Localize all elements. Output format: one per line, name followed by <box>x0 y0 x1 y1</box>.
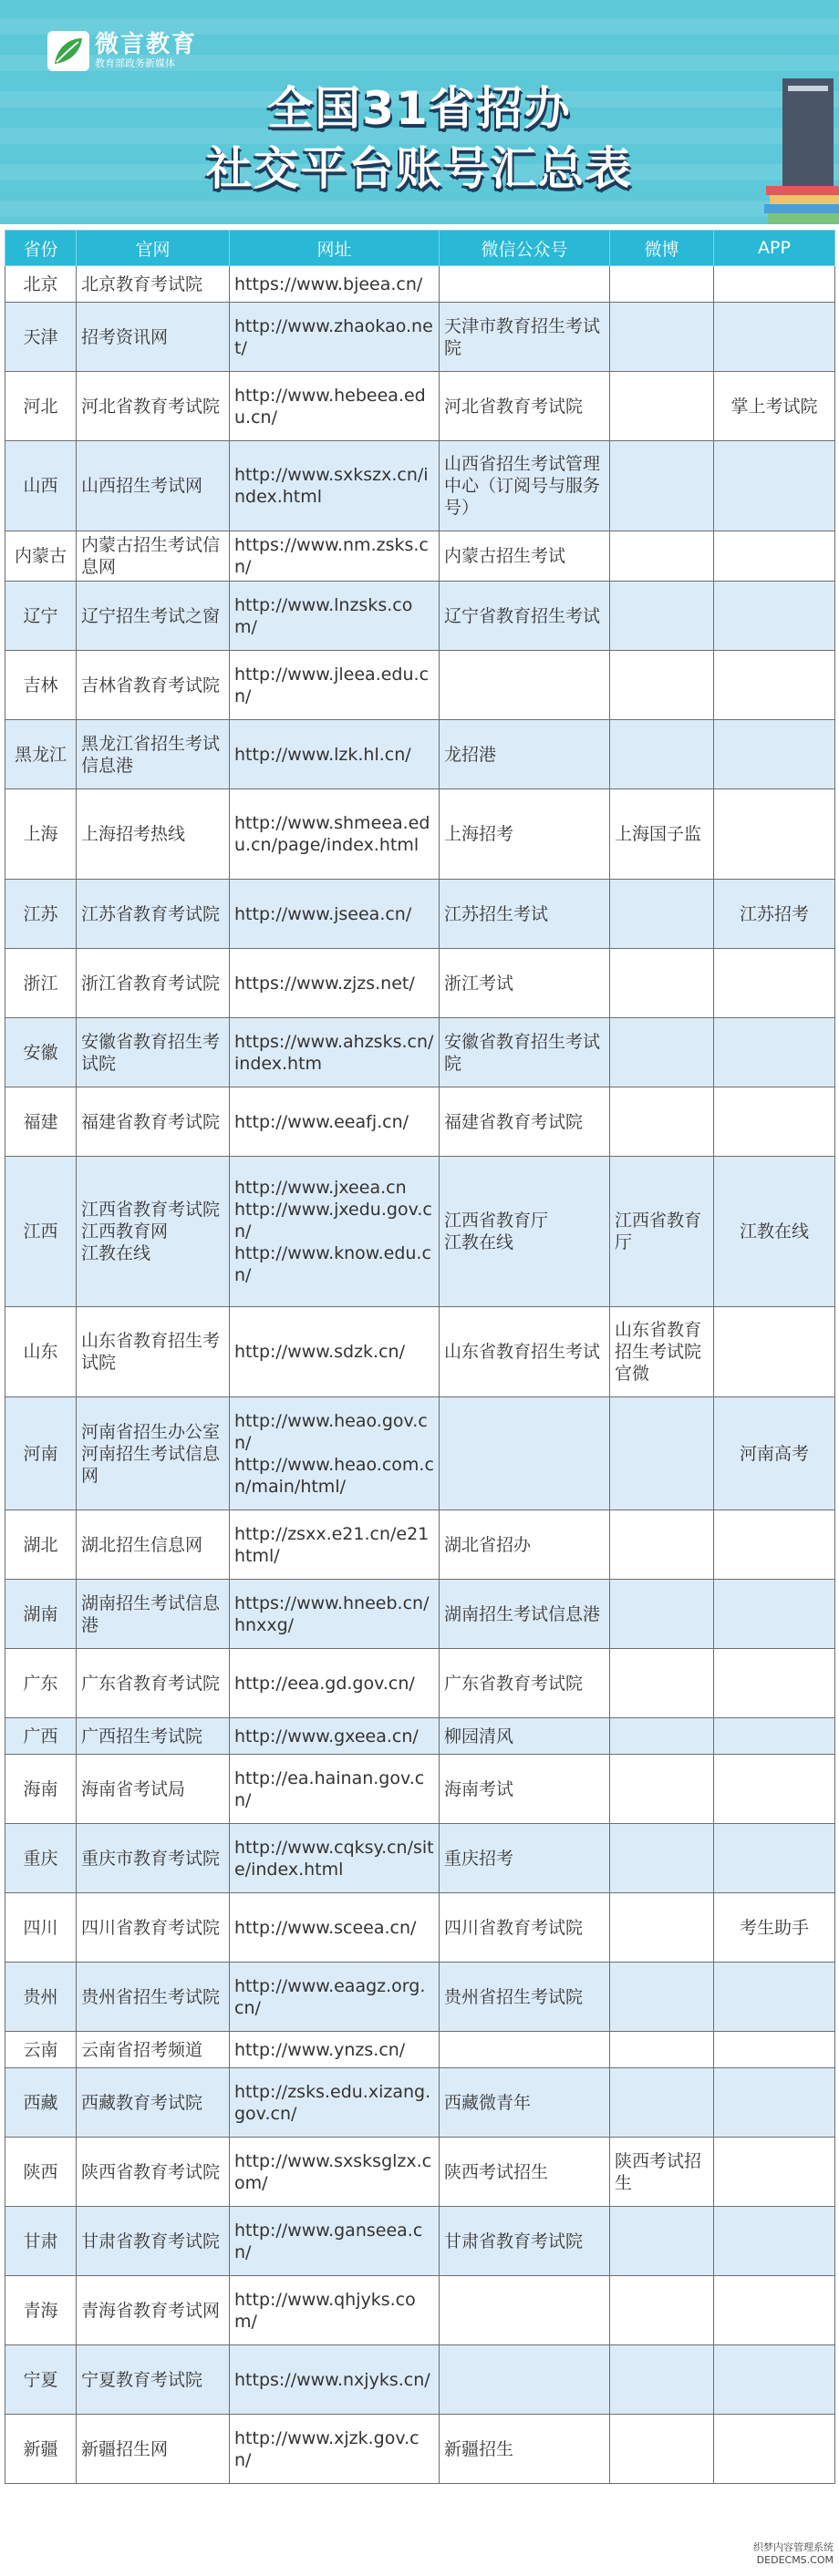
cell-app <box>714 1755 835 1824</box>
cell-weibo <box>610 372 714 441</box>
table-row <box>5 880 835 949</box>
cell-url: http://zsxx.e21.cn/e21html/ <box>230 1510 440 1580</box>
table-row <box>5 1307 835 1397</box>
cell-url: http://www.eaagz.org.cn/ <box>230 1963 440 2032</box>
table-row <box>5 531 835 582</box>
cell-url: http://www.lnzsks.com/ <box>230 582 440 651</box>
cell-province: 西藏 <box>5 2068 77 2138</box>
cell-app <box>714 720 835 789</box>
table-row <box>5 2276 835 2345</box>
cell-url: http://www.sceea.cn/ <box>230 1893 440 1963</box>
cell-wechat <box>440 266 610 303</box>
cell-website-name: 甘肃省教育考试院 <box>77 2207 230 2276</box>
cell-url: https://www.nxjyks.cn/ <box>230 2345 440 2415</box>
cell-province: 江苏 <box>5 880 77 949</box>
cell-app <box>714 1963 835 2032</box>
cell-weibo <box>610 582 714 651</box>
table-row <box>5 2345 835 2415</box>
cell-weibo <box>610 1893 714 1963</box>
table-row <box>5 1718 835 1755</box>
cell-wechat: 海南考试 <box>440 1755 610 1824</box>
cell-app <box>714 441 835 531</box>
header-banner <box>0 0 839 224</box>
cell-url: http://www.heao.gov.cn/ http://www.heao.com.cn/main/html/ <box>230 1397 440 1510</box>
cell-weibo <box>610 303 714 372</box>
cell-province: 安徽 <box>5 1018 77 1087</box>
cell-url: http://www.gxeea.cn/ <box>230 1718 440 1755</box>
cell-weibo <box>610 651 714 720</box>
cell-url: http://ea.hainan.gov.cn/ <box>230 1755 440 1824</box>
cell-website-name: 山西招生考试网 <box>77 441 230 531</box>
table-row <box>5 1649 835 1718</box>
cell-weibo <box>610 1580 714 1649</box>
cell-website-name: 云南省招考频道 <box>77 2032 230 2068</box>
cell-website-name: 新疆招生网 <box>77 2415 230 2484</box>
cell-wechat: 浙江考试 <box>440 949 610 1018</box>
cell-app: 江教在线 <box>714 1157 835 1307</box>
cell-app <box>714 1649 835 1718</box>
cell-app <box>714 531 835 582</box>
cell-weibo <box>610 1649 714 1718</box>
books-illustration <box>748 69 839 224</box>
cell-wechat: 天津市教育招生考试院 <box>440 303 610 372</box>
cell-weibo <box>610 441 714 531</box>
cell-province: 辽宁 <box>5 582 77 651</box>
cell-weibo <box>610 2345 714 2415</box>
cell-wechat: 西藏微青年 <box>440 2068 610 2138</box>
cell-weibo <box>610 266 714 303</box>
cell-weibo <box>610 949 714 1018</box>
table-row <box>5 651 835 720</box>
table-row <box>5 720 835 789</box>
page-title <box>0 78 839 199</box>
cell-weibo <box>610 2276 714 2345</box>
cell-url: https://www.bjeea.cn/ <box>230 266 440 303</box>
cell-app <box>714 651 835 720</box>
cell-website-name: 贵州省招生考试院 <box>77 1963 230 2032</box>
cell-app <box>714 2276 835 2345</box>
cell-url: http://zsks.edu.xizang.gov.cn/ <box>230 2068 440 2138</box>
cell-website-name: 广西招生考试院 <box>77 1718 230 1755</box>
cell-url: http://www.zhaokao.net/ <box>230 303 440 372</box>
cell-province: 广东 <box>5 1649 77 1718</box>
cell-app <box>714 2415 835 2484</box>
cell-app <box>714 949 835 1018</box>
cell-wechat: 柳园清风 <box>440 1718 610 1755</box>
brand-logo <box>47 31 221 71</box>
cell-website-name: 河南省招生办公室 河南招生考试信息网 <box>77 1397 230 1510</box>
table-row <box>5 1963 835 2032</box>
cell-app: 河南高考 <box>714 1397 835 1510</box>
cell-wechat: 湖北省招办 <box>440 1510 610 1580</box>
watermark-line-2: DEDECMS.COM <box>756 2554 834 2566</box>
cell-weibo: 陕西考试招生 <box>610 2138 714 2207</box>
cell-wechat: 四川省教育考试院 <box>440 1893 610 1963</box>
cell-url: http://www.eeafj.cn/ <box>230 1087 440 1157</box>
cell-website-name: 辽宁招生考试之窗 <box>77 582 230 651</box>
table-row <box>5 1018 835 1087</box>
cell-wechat: 甘肃省教育考试院 <box>440 2207 610 2276</box>
cell-url: https://www.nm.zsks.cn/ <box>230 531 440 582</box>
cell-province: 贵州 <box>5 1963 77 2032</box>
cell-website-name: 西藏教育考试院 <box>77 2068 230 2138</box>
cell-wechat: 内蒙古招生考试 <box>440 531 610 582</box>
cell-wechat: 贵州省招生考试院 <box>440 1963 610 2032</box>
table-row <box>5 582 835 651</box>
cell-weibo <box>610 2415 714 2484</box>
cell-wechat <box>440 2345 610 2415</box>
logo-subtitle: 教育部政务新媒体 <box>95 57 175 69</box>
cell-weibo <box>610 2032 714 2068</box>
cell-province: 上海 <box>5 789 77 880</box>
cell-province: 天津 <box>5 303 77 372</box>
cell-weibo <box>610 1755 714 1824</box>
cell-app <box>714 789 835 880</box>
cell-app <box>714 1018 835 1087</box>
table-row <box>5 1157 835 1307</box>
table-row <box>5 2415 835 2484</box>
cell-app <box>714 2068 835 2138</box>
cell-website-name: 安徽省教育招生考试院 <box>77 1018 230 1087</box>
cell-wechat: 山东省教育招生考试 <box>440 1307 610 1397</box>
cell-wechat: 福建省教育考试院 <box>440 1087 610 1157</box>
table-row <box>5 949 835 1018</box>
cell-province: 湖北 <box>5 1510 77 1580</box>
cell-wechat: 湖南招生考试信息港 <box>440 1580 610 1649</box>
cell-province: 四川 <box>5 1893 77 1963</box>
table-row <box>5 303 835 372</box>
table-row <box>5 2207 835 2276</box>
cell-url: http://www.ynzs.cn/ <box>230 2032 440 2068</box>
cell-province: 湖南 <box>5 1580 77 1649</box>
logo-name: 微言教育 <box>95 31 198 58</box>
cell-website-name: 海南省考试局 <box>77 1755 230 1824</box>
cell-province: 内蒙古 <box>5 531 77 582</box>
leaf-icon <box>47 31 89 71</box>
recruitment-accounts-table <box>5 230 835 2484</box>
cell-weibo <box>610 1824 714 1893</box>
table-row <box>5 266 835 303</box>
cell-app <box>714 1718 835 1755</box>
cell-website-name: 四川省教育考试院 <box>77 1893 230 1963</box>
cell-app: 掌上考试院 <box>714 372 835 441</box>
cell-app <box>714 2207 835 2276</box>
cell-website-name: 山东省教育招生考试院 <box>77 1307 230 1397</box>
cell-wechat <box>440 1397 610 1510</box>
title-line-1: 全国31省招办 <box>267 82 572 135</box>
cell-province: 浙江 <box>5 949 77 1018</box>
banner-stripe <box>0 201 839 217</box>
cell-weibo <box>610 880 714 949</box>
cell-website-name: 陕西省教育考试院 <box>77 2138 230 2207</box>
cell-weibo <box>610 720 714 789</box>
cell-website-name: 江西省教育考试院 江西教育网 江教在线 <box>77 1157 230 1307</box>
cell-weibo <box>610 2068 714 2138</box>
table-row <box>5 2138 835 2207</box>
cell-website-name: 青海省教育考试网 <box>77 2276 230 2345</box>
cell-url: http://www.jxeea.cn http://www.jxedu.gov.cn/ http://www.know.edu.cn/ <box>230 1157 440 1307</box>
cell-weibo <box>610 531 714 582</box>
cell-province: 宁夏 <box>5 2345 77 2415</box>
cell-wechat: 陕西考试招生 <box>440 2138 610 2207</box>
cell-province: 江西 <box>5 1157 77 1307</box>
cell-app <box>714 2345 835 2415</box>
cell-wechat: 重庆招考 <box>440 1824 610 1893</box>
cell-website-name: 吉林省教育考试院 <box>77 651 230 720</box>
cell-url: http://www.shmeea.edu.cn/page/index.html <box>230 789 440 880</box>
cell-website-name: 河北省教育考试院 <box>77 372 230 441</box>
cell-app: 江苏招考 <box>714 880 835 949</box>
cell-wechat <box>440 2032 610 2068</box>
column-header-wechat: 微信公众号 <box>440 231 610 266</box>
cell-wechat: 广东省教育考试院 <box>440 1649 610 1718</box>
cell-website-name: 黑龙江省招生考试信息港 <box>77 720 230 789</box>
cell-app <box>714 1510 835 1580</box>
table-row <box>5 789 835 880</box>
cell-app <box>714 1087 835 1157</box>
cell-weibo <box>610 1510 714 1580</box>
cell-province: 广西 <box>5 1718 77 1755</box>
cell-app <box>714 1307 835 1397</box>
cell-wechat: 安徽省教育招生考试院 <box>440 1018 610 1087</box>
table-row <box>5 1397 835 1510</box>
cell-wechat: 辽宁省教育招生考试 <box>440 582 610 651</box>
table-row <box>5 372 835 441</box>
column-header-app: APP <box>714 231 835 266</box>
table-row <box>5 2032 835 2068</box>
column-header-site: 官网 <box>77 231 230 266</box>
cell-url: http://www.qhjyks.com/ <box>230 2276 440 2345</box>
cell-website-name: 北京教育考试院 <box>77 266 230 303</box>
cell-app <box>714 1824 835 1893</box>
cell-url: https://www.zjzs.net/ <box>230 949 440 1018</box>
cell-website-name: 宁夏教育考试院 <box>77 2345 230 2415</box>
cell-url: http://eea.gd.gov.cn/ <box>230 1649 440 1718</box>
cell-app <box>714 2138 835 2207</box>
cell-url: http://www.sdzk.cn/ <box>230 1307 440 1397</box>
table-row <box>5 2068 835 2138</box>
cell-website-name: 福建省教育考试院 <box>77 1087 230 1157</box>
table-row <box>5 1087 835 1157</box>
cell-wechat: 河北省教育考试院 <box>440 372 610 441</box>
cell-province: 陕西 <box>5 2138 77 2207</box>
cell-url: http://www.sxsksglzx.com/ <box>230 2138 440 2207</box>
cell-wechat: 江苏招生考试 <box>440 880 610 949</box>
cell-app: 考生助手 <box>714 1893 835 1963</box>
cell-app <box>714 582 835 651</box>
cell-province: 北京 <box>5 266 77 303</box>
column-header-url: 网址 <box>230 231 440 266</box>
cell-url: https://www.ahzsks.cn/index.htm <box>230 1018 440 1087</box>
cell-wechat <box>440 651 610 720</box>
cell-wechat: 龙招港 <box>440 720 610 789</box>
cell-weibo: 上海国子监 <box>610 789 714 880</box>
cell-url: http://www.jseea.cn/ <box>230 880 440 949</box>
table-row <box>5 1510 835 1580</box>
cell-province: 山西 <box>5 441 77 531</box>
cell-url: http://www.hebeea.edu.cn/ <box>230 372 440 441</box>
cell-province: 福建 <box>5 1087 77 1157</box>
cell-province: 吉林 <box>5 651 77 720</box>
cell-wechat <box>440 2276 610 2345</box>
cell-province: 甘肃 <box>5 2207 77 2276</box>
cell-app <box>714 2032 835 2068</box>
cell-url: http://www.lzk.hl.cn/ <box>230 720 440 789</box>
cell-website-name: 浙江省教育考试院 <box>77 949 230 1018</box>
cell-province: 青海 <box>5 2276 77 2345</box>
cell-weibo <box>610 1397 714 1510</box>
cell-website-name: 湖南招生考试信息港 <box>77 1580 230 1649</box>
cell-province: 云南 <box>5 2032 77 2068</box>
cell-website-name: 上海招考热线 <box>77 789 230 880</box>
cell-url: http://www.cqksy.cn/site/index.html <box>230 1824 440 1893</box>
cell-weibo <box>610 1718 714 1755</box>
table-row <box>5 1755 835 1824</box>
table-row <box>5 441 835 531</box>
cell-url: http://www.xjzk.gov.cn/ <box>230 2415 440 2484</box>
column-header-province: 省份 <box>5 231 77 266</box>
cell-province: 重庆 <box>5 1824 77 1893</box>
cell-weibo <box>610 2207 714 2276</box>
watermark <box>753 2541 834 2567</box>
cell-url: http://www.sxkszx.cn/index.html <box>230 441 440 531</box>
cell-weibo: 江西省教育厅 <box>610 1157 714 1307</box>
cell-province: 河南 <box>5 1397 77 1510</box>
cell-app <box>714 1580 835 1649</box>
cell-wechat: 新疆招生 <box>440 2415 610 2484</box>
cell-website-name: 广东省教育考试院 <box>77 1649 230 1718</box>
cell-province: 海南 <box>5 1755 77 1824</box>
table-row <box>5 1824 835 1893</box>
cell-wechat: 江西省教育厅 江教在线 <box>440 1157 610 1307</box>
table-header-row <box>5 231 835 266</box>
cell-wechat: 山西省招生考试管理中心（订阅号与服务号） <box>440 441 610 531</box>
cell-weibo <box>610 1963 714 2032</box>
cell-website-name: 招考资讯网 <box>77 303 230 372</box>
cell-website-name: 重庆市教育考试院 <box>77 1824 230 1893</box>
cell-weibo <box>610 1018 714 1087</box>
cell-url: https://www.hneeb.cn/hnxxg/ <box>230 1580 440 1649</box>
cell-wechat: 上海招考 <box>440 789 610 880</box>
cell-website-name: 内蒙古招生考试信息网 <box>77 531 230 582</box>
cell-province: 新疆 <box>5 2415 77 2484</box>
cell-website-name: 江苏省教育考试院 <box>77 880 230 949</box>
cell-province: 黑龙江 <box>5 720 77 789</box>
cell-weibo: 山东省教育招生考试院官微 <box>610 1307 714 1397</box>
cell-app <box>714 266 835 303</box>
cell-province: 山东 <box>5 1307 77 1397</box>
watermark-line-1: 织梦内容管理系统 <box>753 2541 834 2553</box>
cell-app <box>714 303 835 372</box>
cell-weibo <box>610 1087 714 1157</box>
table-row <box>5 1893 835 1963</box>
cell-url: http://www.ganseea.cn/ <box>230 2207 440 2276</box>
cell-website-name: 湖北招生信息网 <box>77 1510 230 1580</box>
cell-url: http://www.jleea.edu.cn/ <box>230 651 440 720</box>
title-line-2: 社交平台账号汇总表 <box>206 142 633 195</box>
cell-province: 河北 <box>5 372 77 441</box>
table-row <box>5 1580 835 1649</box>
column-header-weibo: 微博 <box>610 231 714 266</box>
